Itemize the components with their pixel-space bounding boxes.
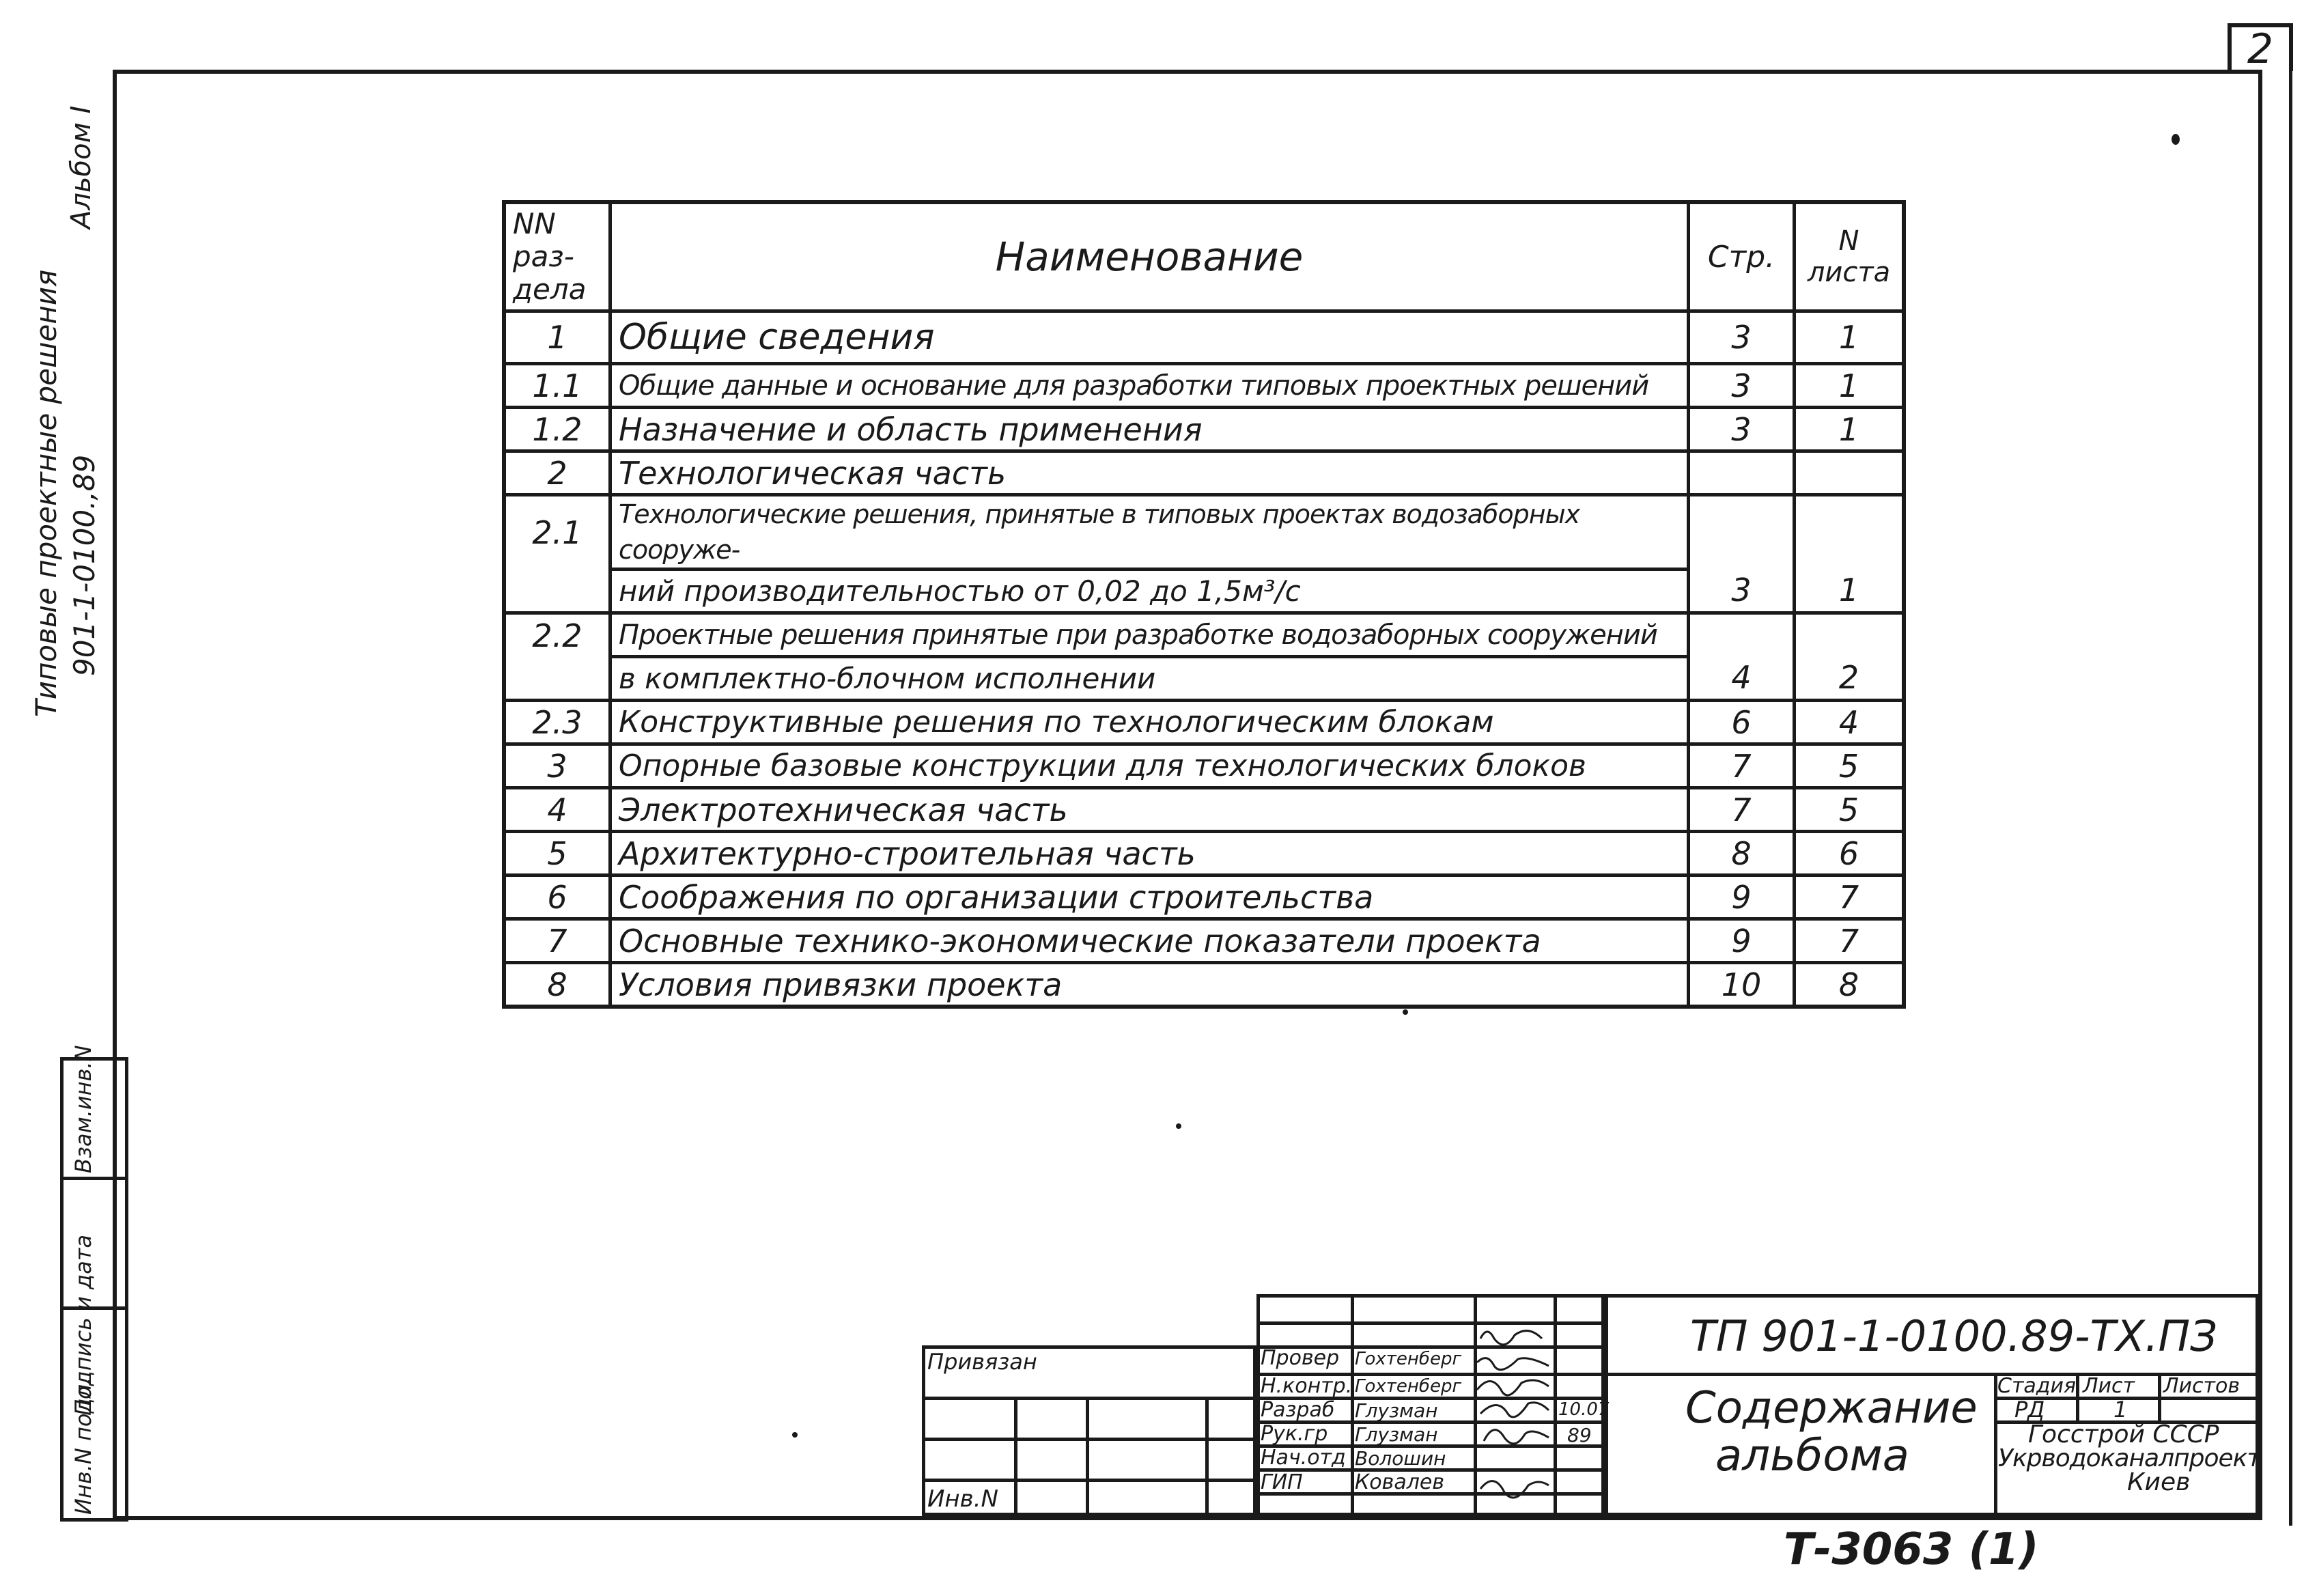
- row-name: Общие сведения: [610, 311, 1689, 364]
- header-name: Наименование: [610, 202, 1689, 311]
- role-name-group-head: Глузман: [1355, 1423, 1438, 1446]
- row-num: 4: [504, 788, 610, 832]
- row-num: 2.1: [504, 495, 610, 570]
- document-code: ТП 901-1-0100.89-ТХ.ПЗ: [1690, 1311, 2217, 1361]
- row-num: 2.2: [504, 613, 610, 657]
- row-page: 9: [1689, 876, 1795, 919]
- role-name-norm-control: Гохтенберг: [1355, 1376, 1462, 1397]
- row-sheet: [1795, 613, 1905, 657]
- row-name: Опорные базовые конструкции для технологических блоков: [610, 744, 1689, 788]
- contents-table: [502, 200, 1906, 1009]
- role-name-check: Гохтенберг: [1355, 1349, 1462, 1369]
- table-row: [504, 744, 1904, 788]
- role-name-dept-head: Волошин: [1355, 1447, 1446, 1470]
- table-row: [504, 657, 1904, 701]
- row-name: в комплектно-блочном исполнении: [610, 657, 1689, 701]
- row-name: Основные технико-экономические показатели проекта: [610, 919, 1689, 963]
- row-page: [1689, 495, 1795, 570]
- row-name: Архитектурно-строительная часть: [610, 832, 1689, 876]
- row-num: [504, 657, 610, 701]
- sheet-number: 2: [2228, 23, 2293, 71]
- table-row: [504, 570, 1904, 613]
- role-dept-head: Нач.отд: [1261, 1446, 1346, 1470]
- stamp-strip: [60, 1045, 128, 1522]
- document-title-line-2: альбома: [1715, 1431, 1909, 1481]
- tied-label: Привязан: [927, 1349, 1037, 1375]
- stage-value: РД: [2014, 1397, 2045, 1423]
- date-year: 89: [1567, 1424, 1592, 1446]
- row-name: Соображения по организации строительства: [610, 876, 1689, 919]
- margin-line-2: 901-1-0100.,89: [68, 454, 101, 676]
- document-title-line-1: Содержание: [1685, 1383, 1978, 1433]
- row-num: 3: [504, 744, 610, 788]
- row-sheet: 1: [1795, 311, 1905, 364]
- margin-line-1: Типовые проектные решения: [29, 269, 63, 717]
- inv-label: Инв.N: [927, 1485, 998, 1513]
- row-page: 7: [1689, 788, 1795, 832]
- row-name: Технологическая часть: [610, 451, 1689, 495]
- scan-speck: [2172, 134, 2180, 145]
- table-row: [504, 876, 1904, 919]
- row-name: Электротехническая часть: [610, 788, 1689, 832]
- row-page: 10: [1689, 963, 1795, 1007]
- scan-speck: [1403, 1009, 1408, 1015]
- row-sheet: 5: [1795, 788, 1905, 832]
- sheet-value: 1: [2113, 1397, 2128, 1423]
- row-name: Назначение и область применения: [610, 408, 1689, 451]
- table-row: [504, 495, 1904, 570]
- row-page: [1689, 451, 1795, 495]
- role-developer: Разраб: [1261, 1398, 1335, 1422]
- archive-code: Т-3063 (1): [1784, 1524, 2039, 1575]
- row-name: Проектные решения принятые при разработке водозаборных сооружений: [610, 613, 1689, 657]
- row-page: 3: [1689, 364, 1795, 408]
- row-num: 1: [504, 311, 610, 364]
- role-chief-engineer: ГИП: [1261, 1470, 1303, 1494]
- org-line-1: Госстрой СССР: [2028, 1420, 2219, 1448]
- org-line-2: Укрводоканалпроект: [1998, 1444, 2261, 1472]
- row-page: 7: [1689, 744, 1795, 788]
- row-page: 3: [1689, 311, 1795, 364]
- row-page: 3: [1689, 570, 1795, 613]
- row-num: 5: [504, 832, 610, 876]
- sheets-label: Листов: [2163, 1374, 2240, 1398]
- row-page: 8: [1689, 832, 1795, 876]
- row-num: 6: [504, 876, 610, 919]
- table-row: [504, 451, 1904, 495]
- row-name: Конструктивные решения по технологическим блокам: [610, 701, 1689, 744]
- row-sheet: 6: [1795, 832, 1905, 876]
- margin-album-title: [27, 270, 104, 717]
- row-sheet: [1795, 495, 1905, 570]
- row-num: 2.3: [504, 701, 610, 744]
- row-num: 7: [504, 919, 610, 963]
- header-sheet-number: N листа: [1795, 202, 1905, 311]
- stamp-signature-date: Подпись и дата: [70, 1234, 96, 1416]
- role-norm-control: Н.контр.: [1261, 1374, 1353, 1398]
- stamp-inv-orig: Инв.N подл.: [70, 1377, 96, 1515]
- row-sheet: [1795, 451, 1905, 495]
- header-page: Стр.: [1689, 202, 1795, 311]
- scan-speck: [792, 1432, 798, 1438]
- role-group-head: Рук.гр: [1261, 1422, 1328, 1446]
- date-month: 10.07: [1558, 1399, 1610, 1420]
- stage-label: Стадия: [1997, 1374, 2077, 1398]
- row-page: [1689, 613, 1795, 657]
- row-num: 1.1: [504, 364, 610, 408]
- table-row: [504, 408, 1904, 451]
- org-line-3: Киев: [2127, 1468, 2191, 1496]
- row-sheet: 1: [1795, 570, 1905, 613]
- table-header-row: [504, 202, 1904, 311]
- row-name: Общие данные и основание для разработки типовых проектных решений: [610, 364, 1689, 408]
- row-page: 4: [1689, 657, 1795, 701]
- row-page: 3: [1689, 408, 1795, 451]
- table-row: [504, 788, 1904, 832]
- table-row: [504, 832, 1904, 876]
- row-name: Условия привязки проекта: [610, 963, 1689, 1007]
- frame-outer-right-line: [2289, 71, 2292, 1526]
- row-sheet: 4: [1795, 701, 1905, 744]
- table-row: [504, 364, 1904, 408]
- title-block: [922, 1294, 2259, 1516]
- row-sheet: 8: [1795, 963, 1905, 1007]
- signatures-graphic: [1474, 1321, 1554, 1516]
- margin-album-number: Альбом I: [66, 105, 97, 229]
- row-num: 1.2: [504, 408, 610, 451]
- row-name: Технологические решения, принятые в типовых проектах водозаборных сооруже-: [610, 495, 1689, 570]
- table-row: [504, 311, 1904, 364]
- row-num: [504, 570, 610, 613]
- scan-speck: [1176, 1123, 1181, 1129]
- row-sheet: 1: [1795, 364, 1905, 408]
- row-sheet: 2: [1795, 657, 1905, 701]
- role-name-developer: Глузман: [1355, 1399, 1438, 1422]
- sheet-label: Лист: [2083, 1374, 2135, 1398]
- row-sheet: 7: [1795, 876, 1905, 919]
- row-num: 2: [504, 451, 610, 495]
- row-page: 6: [1689, 701, 1795, 744]
- table-row: [504, 963, 1904, 1007]
- row-num: 8: [504, 963, 610, 1007]
- row-sheet: 1: [1795, 408, 1905, 451]
- header-section-number: NN раз-дела: [504, 202, 610, 311]
- table-row: [504, 919, 1904, 963]
- table-row: [504, 613, 1904, 657]
- role-check: Провер: [1261, 1346, 1340, 1370]
- table-row: [504, 701, 1904, 744]
- row-page: 9: [1689, 919, 1795, 963]
- row-name: ний производительностью от 0,02 до 1,5м³/с: [610, 570, 1689, 613]
- stamp-replace-inv: Взам.инв.N: [70, 1045, 96, 1173]
- row-sheet: 5: [1795, 744, 1905, 788]
- role-name-chief-engineer: Ковалев: [1355, 1470, 1445, 1494]
- row-sheet: 7: [1795, 919, 1905, 963]
